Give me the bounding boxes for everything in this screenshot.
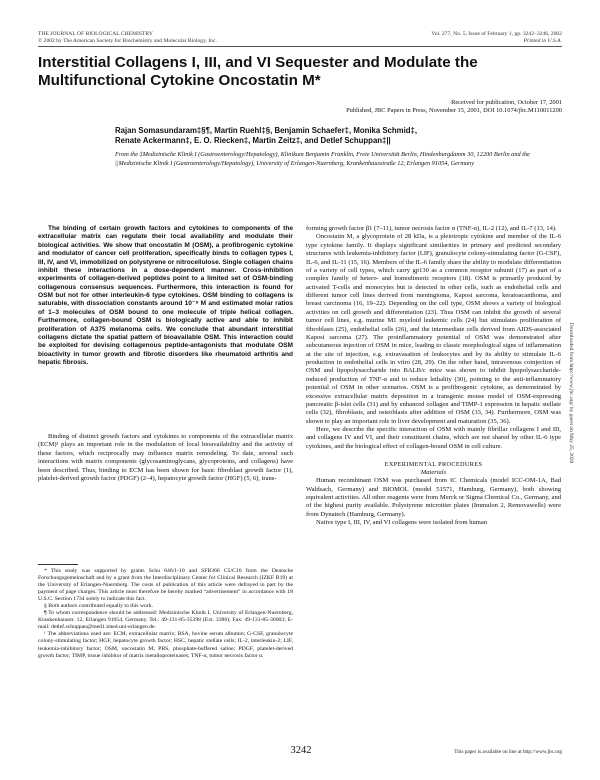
body-paragraph: forming growth factor β1 (7–11), tumor necrosis factor α (TNF-α), IL-2 (12), and IL-7 (13, 14). [306, 225, 557, 232]
intro-paragraph: Binding of distinct growth factors and cytokines to components of the extracellular matrix (ECM)¹ plays an important role in the modulation of local bioavailability and the activity of these factors, which reciprocally may influence matrix remodeling. To date, several such interactions with matrix components (glycosaminoglycans, glycoproteins, and collagens) have been described. Thus, binding to ECM has been shown for basic fibroblast growth factor (1), platelet-derived growth factor (PDGF) (2–4), hepatocyte growth factor (HGF) (5, 6), trans- [38, 433, 293, 482]
footnote-equal-contribution: § Both authors contributed equally to this work. [44, 603, 153, 610]
subsection-heading: Materials [420, 469, 447, 477]
copyright-line: © 2002 by The American Society for Biochemistry and Molecular Biology, Inc. [38, 37, 217, 44]
body-paragraph: Oncostatin M, a glycoprotein of 28 kDa, is a pleiotropic cytokine and member of the IL-6 type cytokine family. It displays significant similarities in primary and predicted secondary structures with leukemia-inhibitory factor (LIF), granulocyte colony-stimulating factor (G-CSF), IL-6, and IL-11 (15, 16). Members of the IL-6 family share the ability to modulate differentiation of a variety of cell types, which carry gp130 as a common receptor subunit (17) as part of a complex family of hetero- and homodimeric receptors (18). OSM is primarily produced by activated T-cells and monocytes but is detected in other cells, such as endothelial cells and different tumor cell lines derived from meningioma, Kaposi sarcoma, keratoacanthoma, and breast carcinoma (16, 19–22). Depending on the cell type, OSM shows a variety of biological activities on cell growth and differentiation (23). Thus OSM can inhibit the growth of several tumor cell lines, e.g. murine M1 myeloid leukemic cells (24) but stimulates proliferation of fibroblasts (25), endothelial cells (26), and the intermediate cells derived from AIDS-associated Kaposi sarcoma (27). The proinflammatory potential of OSM was demonstrated after subcutaneous injection of OSM in mice, leading to classic morphological signs of inflammation at the site of injection, e.g. extravasation of leukocytes and by its ability to stimulate IL-6 production in endothelial cells in vitro (28, 29). On the other hand, intravenous coinjection of OSM and lipopolysaccharide into BALB/c mice was shown to inhibit lipopolysaccharide-induced production of TNF-α and to reduce lethality (30), pointing to the anti-inflammatory potential of OSM in other scenarios. OSM is a profibrogenic cytokine, as demonstrated by excessive extracellular matrix deposition in a transgenic mouse model of OSM-expressing pancreatic β-islet cells (31) and by enhanced collagen and TIMP-1 expression in hepatic stellate cells (32), fibroblasts, and osteoblasts after addition of OSM (33, 34). Furthermore, OSM was shown to play an important role in liver development and maturation (35, 36). [306, 233, 561, 425]
journal-name: THE JOURNAL OF BIOLOGICAL CHEMISTRY [38, 31, 153, 37]
authors-line-2: Renate Ackermann‡, E. O. Riecken‡, Martin Zeitz‡, and Detlef Schuppan‡|| [115, 135, 391, 145]
received-date: Received for publication, October 17, 2001 [451, 99, 562, 106]
online-availability-note: This paper is available on line at http://www.jbc.org [454, 749, 562, 755]
published-info: Published, JBC Papers in Press, November 15, 2001, DOI 10.1074/jbc.M110011200 [346, 107, 562, 115]
issue-info: Vol. 277, No. 5, Issue of February 1, pp. 3242–3246, 2002 [431, 31, 562, 37]
right-column [306, 225, 561, 527]
footnote-abbreviations: ¹ The abbreviations used are: ECM, extracellular matrix; BSA, bovine serum albumin; G-CSF, granulocyte colony-stimulating factor; HGF, hepatocyte growth factor; HSC, hepatic stellate cells; IL-2, interleukin-2; LIF, leukemia-inhibitory factor; OSM, oncostatin M; PBS, phosphate-buffered saline; PDGF, platelet-derived growth factor; TIMP, tissue inhibitor of matrix metalloproteinases; TNF-α, tumor necrosis factor α. [38, 631, 293, 659]
authors-line-1: Rajan Somasundaram‡§¶, Martin Ruehl‡§, Benjamin Schaefer‡, Monika Schmid‡, [115, 126, 418, 135]
download-side-note [566, 250, 576, 540]
issue-header [431, 31, 562, 44]
abstract: The binding of certain growth factors and cytokines to components of the extracellular matrix can regulate their local availability and modulate their biological activities. We show that oncostatin M (OSM), a profibrogenic cytokine and modulator of cancer cell proliferation, specifically binds to collagen types I, III, IV, and VI, immobilized on polystyrene or nitrocellulose. Single collagen chains inhibit these interactions in a dose-dependent manner. Cross-inhibition experiments of collagen-derived peptides point to a limited set of OSM-binding collagenous consensus sequences. Furthermore, this interaction is found for OSM but not for other interleukin-6 type cytokines. OSM binding to collagens is saturable, with dissociation constants around 10⁻⁸ M and estimated molar ratios of 1–3 molecules of OSM bound to one molecule of triple helical collagen. Furthermore, collagen-bound OSM is biologically active and able to inhibit proliferation of A375 melanoma cells. We conclude that abundant interstitial collagens dictate the spatial pattern of bioavailable OSM. This interaction could be exploited for devising collagenous peptide-antagonists that modulate OSM bioactivity in tumor growth and fibrotic disorders like rheumatoid arthritis and hepatic fibrosis. [38, 225, 293, 366]
methods-paragraph: Human recombinant OSM was purchased from IC Chemicals (model ICC-OM-1A, Bad Waldsach, Germany) and BIOMOL (model 51571, Hamburg, Germany), both showing equivalent activities. All other reagents were from Merck or Sigma Chemical Co., Germany, and of the highest purity available. Polystyrene microtiter plates (Immulon 2, Removawells) were from Dynatech (Hamburg, Germany). [306, 477, 561, 518]
author-list [115, 126, 555, 145]
footnote-funding: * This study was supported by grants Schu 646/1-10 and SFB366 C5/C10 from the Deutsche Forschungsgemeinschaft and by a grant from the Interdisciplinary Center for Clinical Research (IZKF B19) at the University of Erlangen-Nuernberg. The costs of publication of this article were defrayed in part by the payment of page charges. This article must therefore be hereby marked “advertisement” in accordance with 18 U.S.C. Section 1734 solely to indicate this fact. [38, 568, 293, 603]
print-location: Printed in U.S.A. [523, 37, 562, 44]
header-rule [38, 46, 562, 47]
footnote-rule [38, 564, 78, 565]
page-number: 3242 [290, 745, 312, 756]
affiliations: From the ‡Medizinische Klinik I (Gastroenterology/Hepatology), Klinikum Benjamin Franklin, Freie Universität Berlin, Hindenburgdamm 30, 12200 Berlin and the ||Medizinische Klinik I (Gastroenterology/Hepatology), University of Erlangen-Nuernberg, Krankenhausstraße 12, Erlangen 91054, Germany [115, 151, 530, 167]
footnote-correspondence: ¶ To whom correspondence should be addressed: Medizinische Klinik I, University of Erlangen-Nuernberg, Krankenhausstr. 12, Erlangen 91054, Germany. Tel.: 49-131-85-35398 (Ext. 3386); Fax: 49-131-85-36003; E-mail: detlef.schuppan@med1.imed.uni-erlangen.de. [38, 610, 293, 631]
footnotes [38, 568, 293, 660]
article-title: Interstitial Collagens I, III, and VI Sequester and Modulate the Multifunctional Cytokine Oncostatin M* [38, 54, 478, 89]
publication-dates [232, 99, 562, 116]
journal-header [38, 31, 217, 44]
body-paragraph: Here, we describe the specific interaction of OSM with mainly fibrillar collagens I and III, and collagens IV and VI, and their constituent chains, which are not shared by other IL-6 type cytokines, and the biological effect of collagen-bound OSM in cell culture. [306, 426, 561, 450]
download-url-text[interactable]: Downloaded from http://www.jbc.org/ by guest on May 25, 2020 [568, 322, 574, 464]
intro-left-column [38, 433, 293, 483]
section-heading: EXPERIMENTAL PROCEDURES [384, 461, 483, 469]
methods-paragraph: Native type I, III, IV, and VI collagens were isolated from human [316, 519, 488, 526]
